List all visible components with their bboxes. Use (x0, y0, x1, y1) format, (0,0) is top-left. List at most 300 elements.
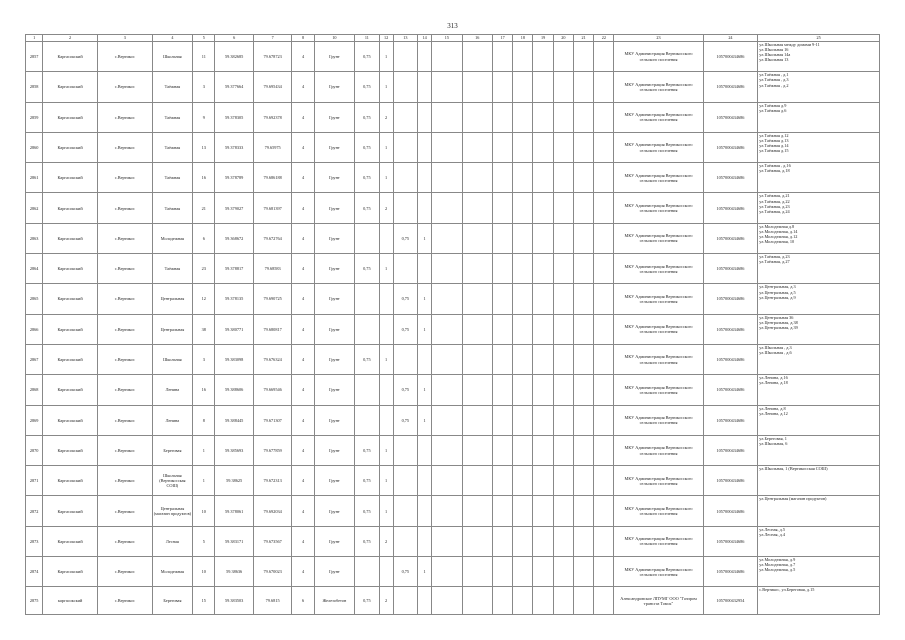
table-cell: 1057000434686 (703, 42, 758, 72)
table-cell (573, 405, 593, 435)
table-cell: 59.378333 (215, 132, 253, 162)
table-cell: 2857 (26, 42, 43, 72)
table-cell: 59.378305 (215, 102, 253, 132)
table-cell (432, 375, 462, 405)
table-row (26, 405, 880, 435)
table-cell: Береговая (152, 435, 193, 465)
table-cell: 79.672313 (253, 466, 291, 496)
table-cell: 2864 (26, 254, 43, 284)
table-cell: Каргасокский (43, 72, 98, 102)
table-cell: 79.680817 (253, 314, 291, 344)
column-number: 4 (152, 35, 193, 42)
table-cell: 59.377664 (215, 72, 253, 102)
table-cell: Грунт (314, 466, 355, 496)
table-cell: 2862 (26, 193, 43, 223)
table-cell: 79.671307 (253, 405, 291, 435)
table-cell: 4 (292, 466, 314, 496)
table-cell: 79.68583 (253, 254, 291, 284)
table-cell: 2870 (26, 435, 43, 465)
table-row (26, 314, 880, 344)
table-cell: Грунт (314, 435, 355, 465)
column-number: 5 (193, 35, 215, 42)
table-cell: 79.678723 (253, 42, 291, 72)
table-cell: 4 (292, 375, 314, 405)
table-cell: МКУ Администрация Вертикосского сельского поселения (614, 435, 703, 465)
table-cell (594, 466, 614, 496)
table-cell: 6 (193, 223, 215, 253)
table-cell (573, 72, 593, 102)
column-number: 11 (355, 35, 379, 42)
table-cell (573, 496, 593, 526)
table-cell (492, 435, 512, 465)
table-cell (513, 405, 533, 435)
table-cell (462, 102, 492, 132)
table-cell (594, 284, 614, 314)
table-cell (533, 526, 553, 556)
table-cell: МКУ Администрация Вертикосского сельского поселения (614, 254, 703, 284)
column-number: 24 (703, 35, 758, 42)
table-cell (492, 587, 512, 615)
table-cell (492, 193, 512, 223)
table-cell: 0,75 (355, 466, 379, 496)
table-cell: МКУ Администрация Вертикосского сельского поселения (614, 375, 703, 405)
table-cell (594, 344, 614, 374)
table-cell (553, 526, 573, 556)
table-cell: 2 (379, 526, 393, 556)
table-cell: 2875 (26, 587, 43, 615)
table-cell: 59.385693 (215, 435, 253, 465)
column-number: 22 (594, 35, 614, 42)
table-cell (432, 72, 462, 102)
table-cell: Таёжная (152, 102, 193, 132)
table-cell: 0,75 (355, 42, 379, 72)
table-cell (513, 587, 533, 615)
table-cell: 0,75 (355, 72, 379, 102)
table-cell: 1057000434686 (703, 375, 758, 405)
table-cell: Грунт (314, 284, 355, 314)
table-cell (533, 375, 553, 405)
table-cell: 59.38636 (215, 557, 253, 587)
table-cell: 2865 (26, 284, 43, 314)
table-cell: 4 (292, 132, 314, 162)
table-cell: Каргасокский (43, 193, 98, 223)
table-row (26, 223, 880, 253)
table-cell: 1 (417, 557, 431, 587)
table-cell: ул.Береговая, 1 ул.Школьная, 6 (758, 435, 880, 465)
table-cell: Грунт (314, 405, 355, 435)
column-number: 23 (614, 35, 703, 42)
table-cell: 59.383098 (215, 344, 253, 374)
table-cell: 0,75 (355, 102, 379, 132)
table-cell: Грунт (314, 193, 355, 223)
table-cell: с.Вертикос (97, 587, 152, 615)
table-cell: Таёжная (152, 132, 193, 162)
table-cell (553, 163, 573, 193)
table-cell: 79.670023 (253, 557, 291, 587)
table-cell (573, 254, 593, 284)
table-cell (513, 375, 533, 405)
table-cell: МКУ Администрация Вертикосского сельского поселения (614, 72, 703, 102)
column-number: 15 (432, 35, 462, 42)
table-cell (379, 223, 393, 253)
table-cell (573, 193, 593, 223)
column-number: 19 (533, 35, 553, 42)
table-cell: Школьная (Вертикосская СОШ) (152, 466, 193, 496)
table-cell: МКУ Администрация Вертикосского сельского поселения (614, 284, 703, 314)
table-cell (492, 42, 512, 72)
table-cell: Каргасокский (43, 102, 98, 132)
table-cell (513, 344, 533, 374)
table-cell (553, 587, 573, 615)
table-cell: с.Вертикос, ул.Береговая, д.15 (758, 587, 880, 615)
table-cell: 10 (193, 557, 215, 587)
table-cell (573, 42, 593, 72)
table-cell: 1 (379, 163, 393, 193)
table-cell (533, 435, 553, 465)
table-cell: ул.Школьная между домами 9-11 ул.Школьная 16 ул.Школьная 14а ул.Школьная 13 (758, 42, 880, 72)
table-cell (513, 102, 533, 132)
table-cell: Грунт (314, 526, 355, 556)
table-cell (513, 193, 533, 223)
table-cell: 0,75 (355, 496, 379, 526)
table-cell (492, 344, 512, 374)
table-cell (462, 163, 492, 193)
table-cell: Лесная (152, 526, 193, 556)
table-cell: Центральная (магазин продуктов) (152, 496, 193, 526)
table-cell: МКУ Администрация Вертикосского сельского поселения (614, 223, 703, 253)
table-cell: 11 (193, 42, 215, 72)
table-cell: 1 (379, 435, 393, 465)
table-cell: 2871 (26, 466, 43, 496)
table-cell: Грунт (314, 254, 355, 284)
table-cell (462, 405, 492, 435)
table-cell (492, 314, 512, 344)
table-cell: с.Вертикос (97, 466, 152, 496)
table-cell: 79.686188 (253, 163, 291, 193)
table-cell: 3 (193, 72, 215, 102)
table-cell: 1057000434686 (703, 102, 758, 132)
table-cell: 59.388606 (215, 375, 253, 405)
table-cell (533, 284, 553, 314)
table-cell (379, 314, 393, 344)
table-cell: 1 (417, 405, 431, 435)
table-cell: Таёжная (152, 163, 193, 193)
table-cell (594, 314, 614, 344)
table-cell (594, 102, 614, 132)
table-cell (594, 405, 614, 435)
table-cell: Ленина (152, 405, 193, 435)
table-cell: Таёжная (152, 254, 193, 284)
table-cell (432, 102, 462, 132)
table-cell (393, 254, 417, 284)
table-cell: 2867 (26, 344, 43, 374)
table-cell: 0,75 (355, 132, 379, 162)
table-cell (432, 526, 462, 556)
table-cell: ул.Таёжная , д.16 ул.Таёжная, д.18 (758, 163, 880, 193)
table-row (26, 587, 880, 615)
table-cell: 0,75 (355, 254, 379, 284)
table-cell: 4 (292, 223, 314, 253)
table-cell: 6 (292, 587, 314, 615)
table-cell (417, 587, 431, 615)
table-cell: 59.378789 (215, 163, 253, 193)
table-cell (432, 496, 462, 526)
table-cell (513, 314, 533, 344)
table-cell (462, 284, 492, 314)
table-cell: 2860 (26, 132, 43, 162)
table-cell (533, 344, 553, 374)
table-cell: 1057000434686 (703, 254, 758, 284)
table-cell (513, 284, 533, 314)
table-cell: 79.677859 (253, 435, 291, 465)
table-cell (594, 557, 614, 587)
table-cell (393, 132, 417, 162)
table-cell: 79.673567 (253, 526, 291, 556)
table-cell: Молодежная (152, 223, 193, 253)
sites-table (25, 34, 880, 615)
table-cell (594, 72, 614, 102)
table-cell (462, 466, 492, 496)
table-cell: 2859 (26, 102, 43, 132)
table-cell (417, 254, 431, 284)
table-cell: 1 (379, 344, 393, 374)
table-cell (533, 496, 553, 526)
table-cell: 4 (292, 72, 314, 102)
table-cell: 2 (379, 193, 393, 223)
table-cell: 4 (292, 284, 314, 314)
table-cell: 0,75 (355, 193, 379, 223)
table-cell (533, 587, 553, 615)
table-cell (492, 102, 512, 132)
table-cell: 1057000434686 (703, 163, 758, 193)
table-cell: Грунт (314, 102, 355, 132)
table-cell (462, 223, 492, 253)
table-cell: с.Вертикос (97, 42, 152, 72)
table-cell: 1057000434686 (703, 193, 758, 223)
table-cell (355, 375, 379, 405)
table-cell: Каргасокский (43, 132, 98, 162)
table-cell (492, 72, 512, 102)
table-cell (462, 314, 492, 344)
table-cell (513, 254, 533, 284)
table-cell: 2873 (26, 526, 43, 556)
table-cell (513, 496, 533, 526)
table-cell (432, 344, 462, 374)
table-cell: Каргасокский (43, 496, 98, 526)
table-cell (573, 375, 593, 405)
table-cell (492, 405, 512, 435)
table-cell (432, 132, 462, 162)
table-cell (533, 72, 553, 102)
table-cell: 1057000432954 (703, 587, 758, 615)
table-cell (492, 526, 512, 556)
table-cell: МКУ Администрация Вертикосского сельского поселения (614, 132, 703, 162)
table-row (26, 435, 880, 465)
table-cell: ул.Таёжная, д.23 ул.Таёжная, д.27 (758, 254, 880, 284)
table-cell (513, 163, 533, 193)
table-cell: с.Вертикос (97, 314, 152, 344)
table-cell (553, 557, 573, 587)
column-number: 1 (26, 35, 43, 42)
page-number: 313 (447, 22, 458, 30)
table-cell: Школьная (152, 344, 193, 374)
table-cell (417, 526, 431, 556)
table-cell: 1057000434686 (703, 496, 758, 526)
table-cell (462, 132, 492, 162)
table-cell (533, 254, 553, 284)
table-cell (533, 466, 553, 496)
table-cell: 12 (193, 284, 215, 314)
table-cell (594, 526, 614, 556)
table-cell: Александровское ЛПУМГ ООО "Газпром трансгаз Томск" (614, 587, 703, 615)
table-cell: Береговая (152, 587, 193, 615)
table-cell (533, 314, 553, 344)
table-cell: Школьная (152, 42, 193, 72)
table-cell: 2 (379, 587, 393, 615)
table-cell: 10 (193, 496, 215, 526)
table-cell: Грунт (314, 314, 355, 344)
table-cell (432, 405, 462, 435)
table-cell (573, 587, 593, 615)
table-cell: 79.692034 (253, 496, 291, 526)
table-cell (393, 587, 417, 615)
table-cell (393, 193, 417, 223)
table-cell (513, 42, 533, 72)
table-cell: ул.Ленина, д.8 ул.Ленина, д.12 (758, 405, 880, 435)
column-number: 7 (253, 35, 291, 42)
table-cell: 1 (417, 375, 431, 405)
table-cell: 1 (417, 223, 431, 253)
table-cell (462, 526, 492, 556)
table-cell: с.Вертикос (97, 132, 152, 162)
table-cell (417, 163, 431, 193)
table-cell (417, 344, 431, 374)
table-cell (417, 496, 431, 526)
table-cell: Центральная (152, 284, 193, 314)
table-cell: 79.65975 (253, 132, 291, 162)
table-cell: Грунт (314, 375, 355, 405)
table-cell (432, 254, 462, 284)
table-cell: 0,75 (393, 314, 417, 344)
table-cell: МКУ Администрация Вертикосского сельского поселения (614, 526, 703, 556)
table-cell: Каргасокский (43, 557, 98, 587)
table-cell (594, 223, 614, 253)
table-cell (355, 314, 379, 344)
table-cell: 4 (292, 42, 314, 72)
table-cell (594, 587, 614, 615)
table-cell: 1057000434686 (703, 132, 758, 162)
table-cell: с.Вертикос (97, 223, 152, 253)
table-cell: с.Вертикос (97, 435, 152, 465)
table-cell: 1057000434686 (703, 405, 758, 435)
table-row (26, 193, 880, 223)
table-cell (573, 102, 593, 132)
table-cell (573, 435, 593, 465)
table-cell (573, 344, 593, 374)
table-cell: 0,75 (393, 557, 417, 587)
table-cell: 13 (193, 132, 215, 162)
table-cell: МКУ Администрация Вертикосского сельского поселения (614, 496, 703, 526)
table-cell: Грунт (314, 496, 355, 526)
table-cell: 1 (379, 466, 393, 496)
table-cell (533, 193, 553, 223)
table-cell: 1 (379, 132, 393, 162)
table-cell (462, 496, 492, 526)
table-cell (462, 557, 492, 587)
column-number: 20 (553, 35, 573, 42)
table-row (26, 102, 880, 132)
table-cell: 1 (379, 254, 393, 284)
table-cell: 1 (379, 72, 393, 102)
table-cell: 1 (417, 284, 431, 314)
table-cell: 79.676324 (253, 344, 291, 374)
table-cell: 15 (193, 587, 215, 615)
table-cell: каргасокский (43, 587, 98, 615)
table-cell (417, 435, 431, 465)
table-row (26, 344, 880, 374)
table-cell: 1 (379, 42, 393, 72)
table-cell: МКУ Администрация Вертикосского сельского поселения (614, 466, 703, 496)
table-cell: 0,75 (355, 163, 379, 193)
table-cell (462, 193, 492, 223)
table-cell (432, 42, 462, 72)
table-cell: 4 (292, 163, 314, 193)
table-cell: 2858 (26, 72, 43, 102)
table-cell (594, 496, 614, 526)
table-cell: 59.379027 (215, 193, 253, 223)
column-number: 17 (492, 35, 512, 42)
column-number: 13 (393, 35, 417, 42)
table-cell (553, 284, 573, 314)
table-cell (393, 72, 417, 102)
table-cell: 1 (379, 496, 393, 526)
table-cell: МКУ Администрация Вертикосского сельского поселения (614, 42, 703, 72)
table-cell: 79.669546 (253, 375, 291, 405)
table-cell (553, 405, 573, 435)
table-cell (533, 405, 553, 435)
table-cell: 23 (193, 254, 215, 284)
table-cell (533, 132, 553, 162)
table-cell: 0,75 (355, 344, 379, 374)
table-cell: 1057000434686 (703, 314, 758, 344)
table-cell: ул.Ленина, д.16 ул.Ленина, д.18 (758, 375, 880, 405)
table-cell: МКУ Администрация Вертикосского сельского поселения (614, 163, 703, 193)
table-cell: Грунт (314, 132, 355, 162)
table-cell (432, 314, 462, 344)
table-cell: Каргасокский (43, 42, 98, 72)
table-cell (462, 375, 492, 405)
table-cell: 2868 (26, 375, 43, 405)
table-cell (393, 163, 417, 193)
column-number: 2 (43, 35, 98, 42)
table-cell: 4 (292, 435, 314, 465)
table-cell: с.Вертикос (97, 193, 152, 223)
table-cell: ул.Таёжная д.9 ул.Таёжная д.6 (758, 102, 880, 132)
table-cell (355, 284, 379, 314)
table-cell (573, 466, 593, 496)
table-row (26, 466, 880, 496)
table-cell (553, 223, 573, 253)
table-cell (432, 284, 462, 314)
column-number: 21 (573, 35, 593, 42)
table-cell (553, 102, 573, 132)
table-cell (573, 132, 593, 162)
table-cell: с.Вертикос (97, 284, 152, 314)
table-cell: 0,75 (355, 526, 379, 556)
table-cell (432, 587, 462, 615)
table-cell (492, 557, 512, 587)
table-cell: ул.Молодежная д.8 ул.Молодежная, д.14 ул.Молодежная, д.12 ул.Молодежная, 10 (758, 223, 880, 253)
